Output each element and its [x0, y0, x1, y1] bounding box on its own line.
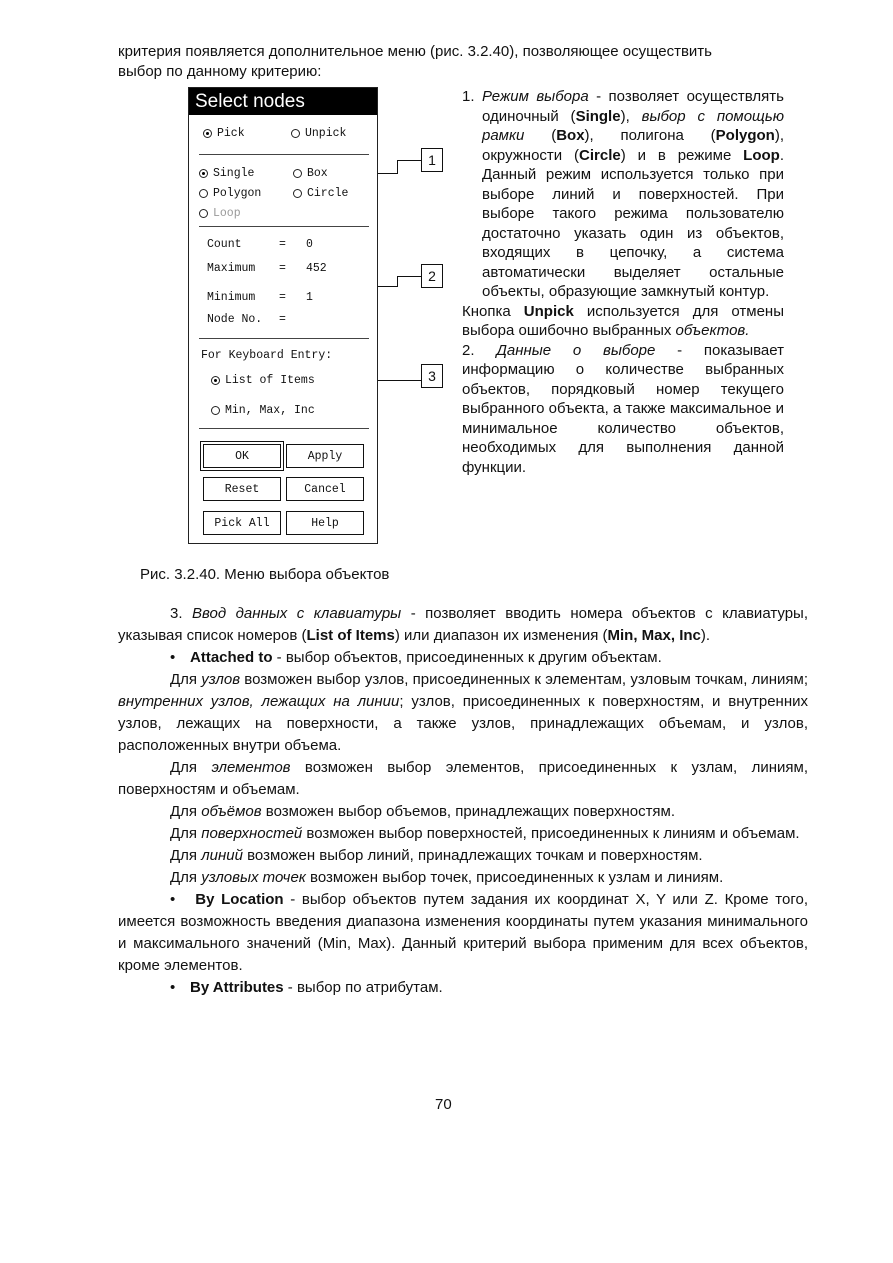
radio-checked-icon: [211, 376, 220, 385]
bullet-attached-to: • Attached to - выбор объектов, присоединенных к другим объектам.: [170, 649, 662, 666]
item-1-paragraph: 1. Режим выбора - позволяет осуществлять одиночный (Single), выбор с помощью рамки (Box), полигона (Polygon), окружности (Circle) и в режиме Loop. Данный режим используется только при выборе линий и поверхностей. При выборе такого режима пользователю достаточно указать один из объектов, входящих в цепочку, а система автоматически выделяет остальные объекты, образующие замкнутый контур.: [462, 88, 784, 300]
callout-line-1c: [397, 160, 421, 161]
count-label: Count: [207, 237, 242, 251]
radio-checked-icon: [199, 169, 208, 178]
intro-line-2: выбор по данному критерию:: [118, 63, 322, 80]
radio-unchecked-icon: [199, 189, 208, 198]
radio-checked-icon: [203, 129, 212, 138]
paragraph-keypoints: Для узловых точек возможен выбор точек, присоединенных к узлам и линиям.: [170, 869, 724, 886]
paragraph-lines: Для линий возможен выбор линий, принадлежащих точкам и поверхностям.: [170, 847, 703, 864]
bullet-by-location: • By Location - выбор объектов путем задания их координат X, Y или Z. Кроме того, имеется возможность введения диапазона изменения координаты путем указания минимального и максимального значений (Min, Max). Данный критерий выбора применим для всех объектов, кроме элементов.: [118, 891, 808, 974]
unpick-radio[interactable]: Unpick: [291, 127, 346, 140]
single-radio[interactable]: Single: [199, 167, 254, 180]
radio-unchecked-icon: [199, 209, 208, 218]
callout-1: 1: [421, 148, 443, 172]
list-of-items-radio[interactable]: List of Items: [211, 374, 315, 387]
box-radio[interactable]: Box: [293, 167, 328, 180]
callout-line-2a: [378, 286, 398, 287]
figure-caption: Рис. 3.2.40. Меню выбора объектов: [140, 566, 390, 583]
radio-unchecked-icon: [211, 406, 220, 415]
circle-radio[interactable]: Circle: [293, 187, 348, 200]
page-number: 70: [435, 1096, 452, 1113]
callout-line-2c: [397, 276, 421, 277]
paragraph-elements: Для элементов возможен выбор элементов, присоединенных к узлам, линиям, поверхностям и объемам.: [118, 759, 809, 798]
dialog-title: Select nodes: [189, 88, 377, 115]
minimum-value: 1: [306, 290, 313, 304]
callout-line-1a: [378, 173, 398, 174]
radio-unchecked-icon: [293, 169, 302, 178]
callout-2: 2: [421, 264, 443, 288]
cancel-button[interactable]: Cancel: [286, 477, 364, 501]
callout-line-3: [378, 380, 422, 381]
node-no-label: Node No.: [207, 312, 263, 326]
loop-radio[interactable]: Loop: [199, 207, 241, 220]
unpick-paragraph: Кнопка Unpick используется для отмены выбора ошибочно выбранных объектов.: [462, 302, 784, 339]
count-value: 0: [306, 237, 313, 251]
maximum-value: 452: [306, 261, 327, 275]
item-2-paragraph: 2. Данные о выборе - показывает информацию о количестве выбранных объектов, порядковый номер текущего выбранного объекта, а также максимальное и минимальное количество объектов, необходимых для выполнения данной функции.: [462, 341, 784, 476]
help-button[interactable]: Help: [286, 511, 364, 535]
paragraph-3: 3. Ввод данных с клавиатуры - позволяет вводить номера объектов с клавиатуры, указывая список номеров (List of Items) или диапазон их изменения (Min, Max, Inc).: [118, 605, 808, 644]
radio-unchecked-icon: [291, 129, 300, 138]
paragraph-surfaces: Для поверхностей возможен выбор поверхностей, присоединенных к линиям и объемам.: [170, 825, 800, 842]
right-column-text: [462, 87, 784, 477]
callout-line-2b: [397, 276, 398, 287]
body-text: [118, 603, 808, 999]
apply-button[interactable]: Apply: [286, 444, 364, 468]
minimum-label: Minimum: [207, 290, 256, 304]
min-max-inc-radio[interactable]: Min, Max, Inc: [211, 404, 315, 417]
callout-line-1b: [397, 160, 398, 174]
polygon-radio[interactable]: Polygon: [199, 187, 261, 200]
reset-button[interactable]: Reset: [203, 477, 281, 501]
pick-all-button[interactable]: Pick All: [203, 511, 281, 535]
intro-text: [118, 42, 808, 82]
pick-radio[interactable]: Pick: [203, 127, 245, 140]
ok-button[interactable]: OK: [203, 444, 281, 468]
intro-line-1: критерия появляется дополнительное меню (рис. 3.2.40), позволяющее осуществить: [118, 43, 712, 60]
radio-unchecked-icon: [293, 189, 302, 198]
callout-3: 3: [421, 364, 443, 388]
paragraph-nodes: Для узлов возможен выбор узлов, присоединенных к элементам, узловым точкам, линиям; внутренних узлов, лежащих на линии; узлов, присоединенных к поверхностям, и внутренних узлов, лежащих на поверхности, а также узлов, принадлежащих объемам, и узлов, расположенных внутри объема.: [118, 671, 808, 754]
select-nodes-dialog: Select nodes Pick Unpick Single Box Polygon Circle Loop Count = 0 Maximum = 452 Minimum = 1 Node No. = For Keyboard Entry: List of Items Min, Max, Inc OK Apply Reset Cancel Pick All Help: [188, 87, 378, 544]
paragraph-volumes: Для объёмов возможен выбор объемов, принадлежащих поверхностям.: [170, 803, 676, 820]
bullet-by-attributes: • By Attributes - выбор по атрибутам.: [170, 979, 443, 996]
maximum-label: Maximum: [207, 261, 256, 275]
keyboard-entry-label: For Keyboard Entry:: [201, 348, 333, 362]
